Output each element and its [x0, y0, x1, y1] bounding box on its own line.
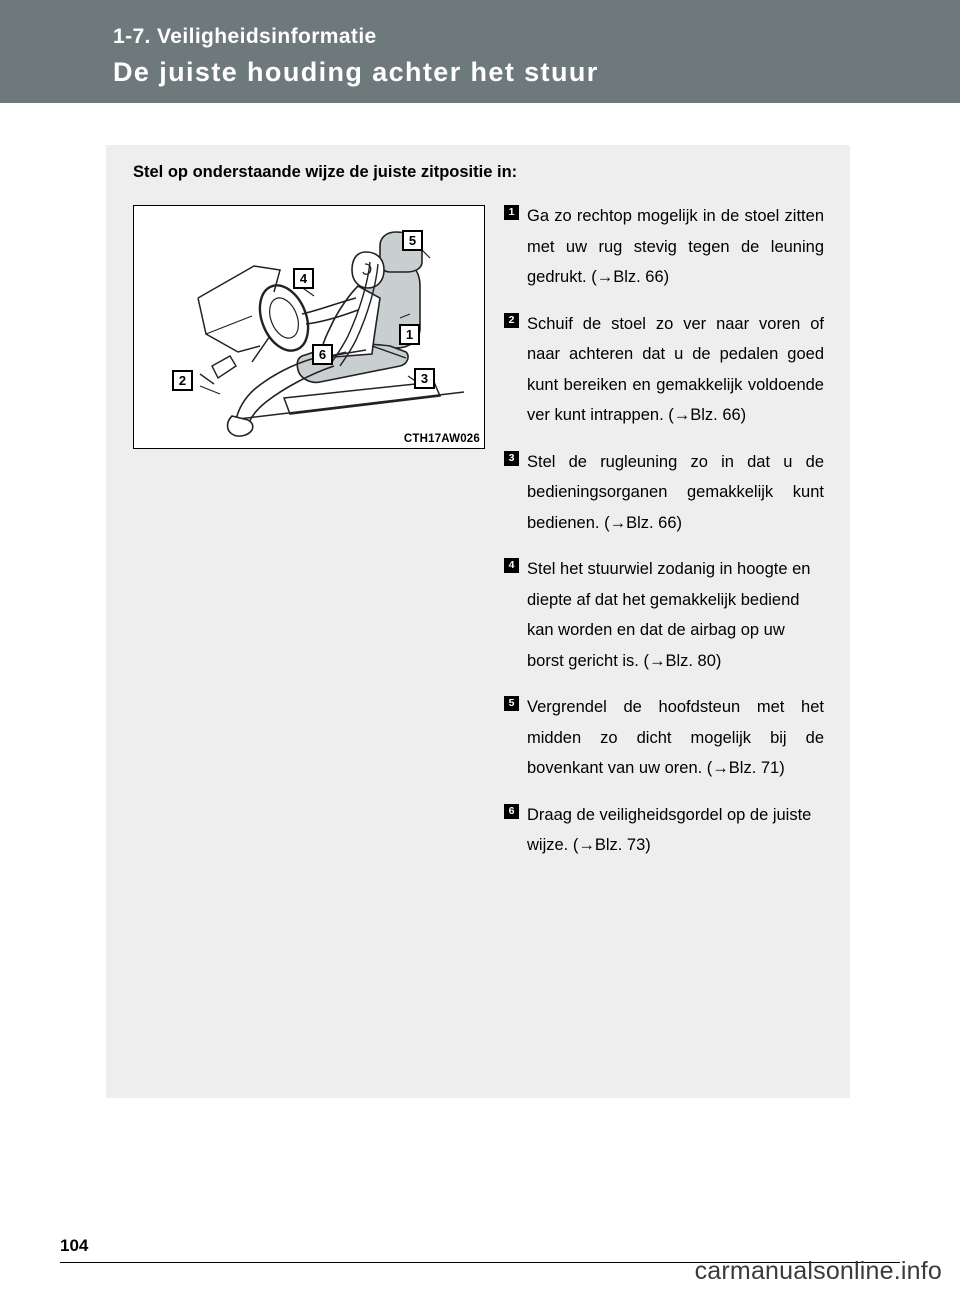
figure-callout-2: 2	[172, 370, 193, 391]
step-text-1: Ga zo rechtop mogelijk in de stoel zitten met uw rug stevig tegen de leuning gedrukt. (→Blz. 66)	[527, 207, 824, 286]
list-item	[504, 692, 824, 784]
figure-code-label: CTH17AW026	[403, 433, 480, 445]
step-text-2: Schuif de stoel zo ver naar voren of naar achteren dat u de pedalen goed kunt bereiken en gemakkelijk voldoende ver kunt intrappen. (→Blz. 66)	[527, 314, 824, 424]
panel-heading: Stel op onderstaande wijze de juiste zitpositie in:	[133, 163, 518, 181]
driver-seating-illustration	[134, 206, 484, 448]
content-panel	[106, 145, 850, 1098]
step-text-3: Stel de rugleuning zo in dat u de bedieningsorganen gemakkelijk kunt bedienen. (→Blz. 66)	[527, 452, 824, 532]
figure-callout-1: 1	[399, 324, 420, 345]
step-number-6: 6	[504, 804, 519, 819]
list-item	[504, 309, 824, 431]
list-item	[504, 554, 824, 676]
step-text-5: Vergrendel de hoofdsteun met het midden zo dicht mogelijk bij de bovenkant van uw oren. (→Blz. 71)	[527, 698, 824, 777]
site-watermark: carmanualsonline.info	[694, 1257, 942, 1285]
steps-list	[504, 201, 824, 877]
step-number-1: 1	[504, 205, 519, 220]
step-text-4: Stel het stuurwiel zodanig in hoogte en diepte af dat het gemakkelijk bediend kan worden en dat de airbag op uw borst gericht is. (→Blz. 80)	[527, 560, 811, 670]
page-title: De juiste houding achter het stuur	[113, 57, 599, 87]
list-item	[504, 447, 824, 539]
section-title: 1-7. Veiligheidsinformatie	[113, 25, 377, 48]
figure-callout-3: 3	[414, 368, 435, 389]
figure-callout-5: 5	[402, 230, 423, 251]
step-number-5: 5	[504, 696, 519, 711]
seating-position-figure	[133, 205, 485, 449]
figure-callout-4: 4	[293, 268, 314, 289]
page-header-band	[0, 0, 960, 103]
step-text-6: Draag de veiligheidsgordel op de juiste wijze. (→Blz. 73)	[527, 805, 812, 854]
list-item	[504, 800, 824, 861]
list-item	[504, 201, 824, 293]
step-number-3: 3	[504, 451, 519, 466]
step-number-4: 4	[504, 558, 519, 573]
figure-callout-6: 6	[312, 344, 333, 365]
step-number-2: 2	[504, 313, 519, 328]
page-number: 104	[60, 1236, 89, 1255]
